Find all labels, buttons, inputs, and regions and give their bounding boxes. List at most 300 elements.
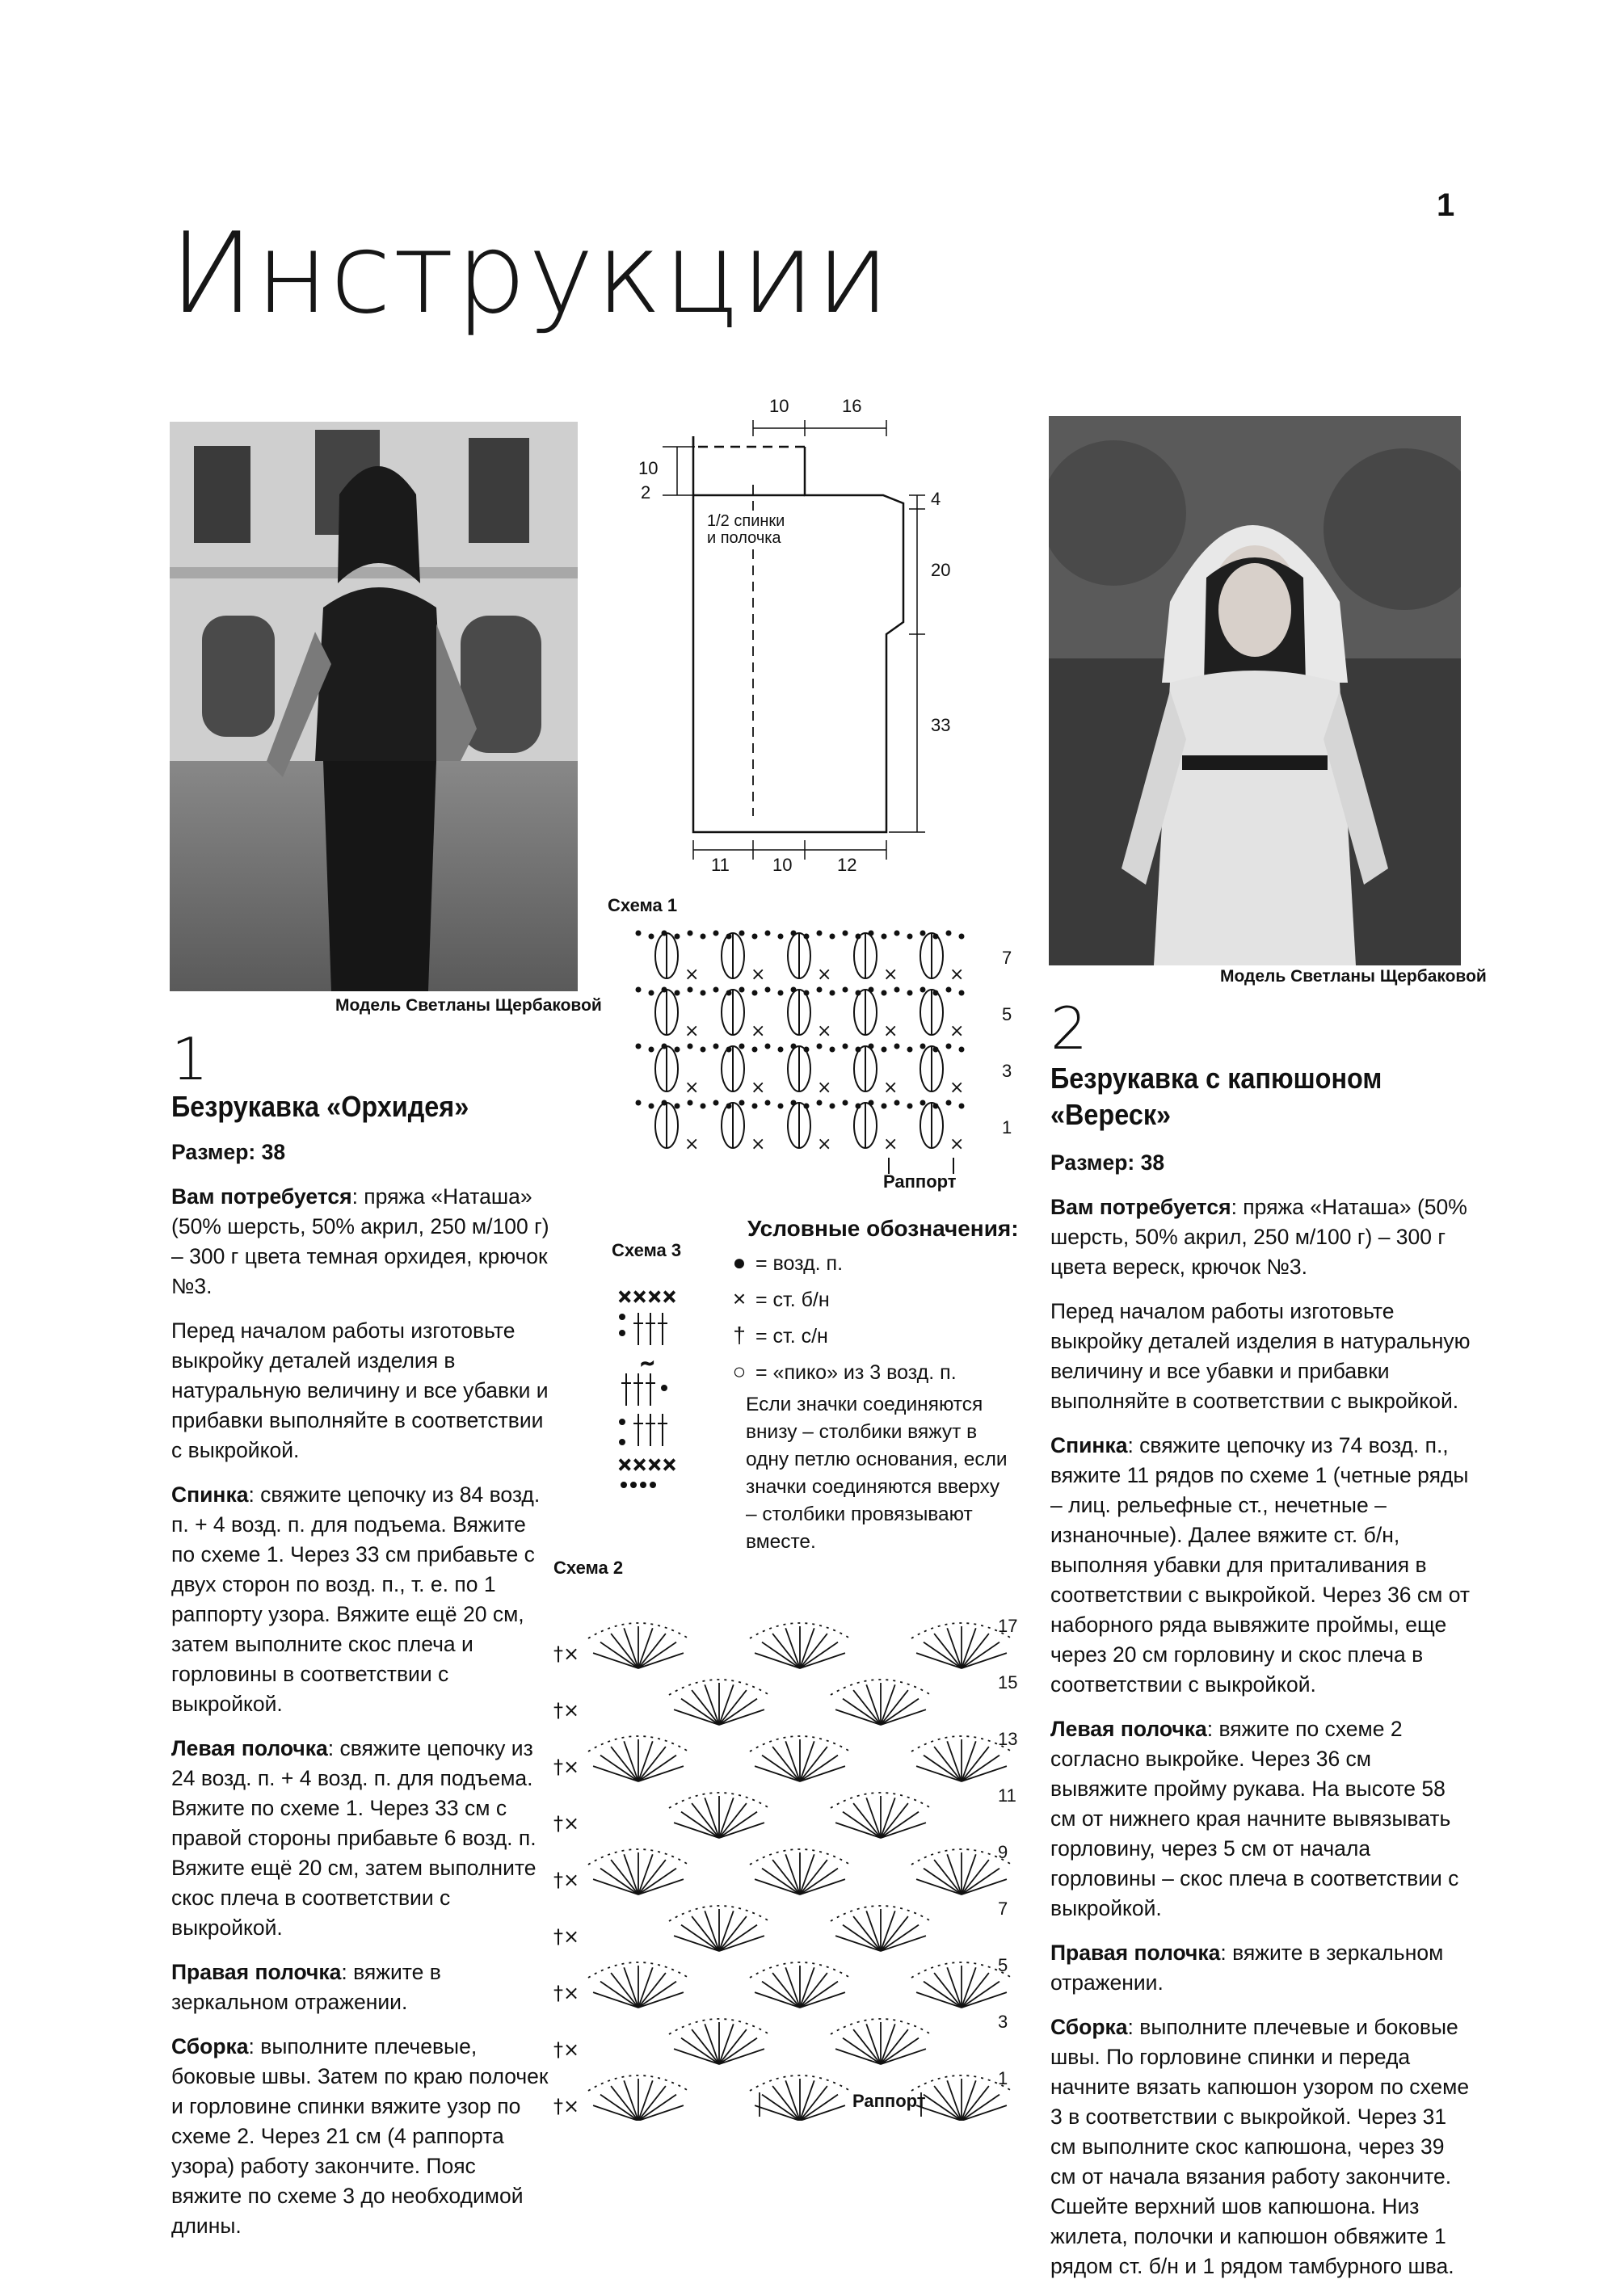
legend-item-dc: † = ст. с/н [723, 1321, 998, 1351]
scheme-1-mark [675, 935, 680, 939]
picot-symbol-icon: ○ [732, 1359, 747, 1384]
scheme-1-mark [727, 1104, 731, 1108]
scheme-2-mark [624, 1854, 638, 1894]
legend-title: Условные обозначения: [747, 1216, 1019, 1241]
scheme-2-mark [719, 1812, 757, 1838]
paragraph-lead: Сборка [1050, 2015, 1128, 2039]
scheme-1-mark [934, 1048, 938, 1052]
scheme-1-mark [779, 1048, 783, 1052]
model-2-paragraphs [1050, 1192, 1471, 2281]
legend-list [723, 1248, 998, 1387]
pattern-dim-left-1: 10 [638, 458, 659, 478]
paragraph-lead: Сборка [171, 2034, 249, 2058]
scheme-2-row-label: 7 [998, 1899, 1008, 1919]
scheme-2-mark [866, 2024, 881, 2064]
scheme-1-mark [882, 1104, 886, 1108]
scheme-2-mark [638, 1642, 676, 1668]
scheme-2-mark [638, 1967, 653, 2008]
scheme-1-mark [818, 931, 822, 936]
scheme-2-mark [600, 2095, 638, 2121]
paragraph-text: : пряжа «Наташа» (50% шерсть, 50% акрил, 250 м/100 г) – 300 г цвета темная орхидея, крючок №3. [171, 1184, 549, 1298]
scheme-1-mark [792, 1101, 796, 1105]
scheme-1-mark [934, 991, 938, 995]
scheme-1-mark [856, 935, 861, 939]
paragraph-lead: Вам потребуется [171, 1184, 352, 1209]
scheme-2-mark [962, 2095, 999, 2121]
scheme-1-mark [882, 1048, 886, 1052]
scheme-1-mark [714, 1045, 718, 1049]
scheme-2-mark [705, 1798, 719, 1838]
model-2-photo [1049, 416, 1461, 965]
scheme-1-mark [831, 991, 835, 995]
pattern-dim-bottom-2: 10 [772, 855, 793, 873]
scheme-2-mark [600, 1869, 638, 1894]
scheme-1-mark [688, 1045, 692, 1049]
paragraph-text: : выполните плечевые, боковые швы. Затем по краю полочек и горловине спинки вяжите узор по схеме 2. Через 21 см (4 раппорта узора) работу закончите. Пояс вяжите по схеме 3 до необходимой длины. [171, 2034, 549, 2238]
scheme-1-mark [831, 1048, 835, 1052]
scheme-2-mark [624, 1628, 638, 1668]
scheme-1-mark [779, 935, 783, 939]
paragraph [171, 1182, 551, 1301]
scheme-1-mark: × [883, 1021, 898, 1041]
scheme-2-mark [638, 1741, 653, 1781]
scheme-1-mark [663, 988, 667, 992]
scheme-2-mark [600, 1756, 638, 1781]
scheme-1-mark [947, 1101, 951, 1105]
paragraph-text: : выполните плечевые и боковые швы. По горловине спинки и переда начните вязать капюшон узором по схеме 3 в соответствии с выкройкой. Через 31 см выполните скос капюшона, через 39 см от начала вязания работу закончите. Сшейте верхний шов капюшона. Низ жилета, полочки и капюшон обвяжите 1 рядом ст. б/н и 1 рядом тамбурного шва. [1050, 2015, 1470, 2278]
scheme-1-mark [766, 988, 770, 992]
svg-text:××××: ×××× [617, 1455, 677, 1475]
scheme-2-mark [638, 1628, 653, 1668]
paragraph [171, 1957, 551, 2017]
scheme-1-mark [753, 1104, 757, 1108]
scheme-2-mark [881, 1699, 919, 1725]
scheme-1-mark [947, 988, 951, 992]
scheme-1-row-label: 5 [1002, 1004, 1012, 1024]
scheme-2-mark: †× [553, 1812, 580, 1835]
scheme-1-mark [766, 1045, 770, 1049]
paragraph [1050, 1192, 1471, 1282]
scheme-2-mark [762, 2095, 800, 2121]
scheme-1-mark [675, 991, 680, 995]
scheme-1-mark [856, 991, 861, 995]
scheme-1-mark: × [883, 965, 898, 985]
scheme-1-mark [831, 1104, 835, 1108]
scheme-2-label: Схема 2 [553, 1558, 624, 1578]
scheme-1-mark [688, 988, 692, 992]
scheme-2-mark [638, 1854, 653, 1894]
scheme-1-mark [805, 1048, 809, 1052]
scheme-2-mark [600, 1982, 638, 2008]
paragraph-lead: Спинка [171, 1482, 249, 1507]
scheme-2-row-label: 11 [998, 1785, 1016, 1806]
scheme-1-mark [688, 1101, 692, 1105]
model-2-size: Размер: 38 [1050, 1150, 1165, 1175]
scheme-1-mark [792, 931, 796, 936]
scheme-1-mark [908, 1048, 912, 1052]
scheme-2-mark [962, 1628, 976, 1668]
scheme-1-mark [921, 1101, 925, 1105]
scheme-2-row-label: 17 [998, 1616, 1018, 1636]
scheme-1-mark [908, 1104, 912, 1108]
scheme-2-mark [762, 1756, 800, 1781]
paragraph-text: : вяжите в зеркальном отражении. [171, 1960, 441, 2014]
scheme-1-mark [663, 1101, 667, 1105]
scheme-1-mark: × [751, 1078, 766, 1098]
pattern-piece-label: 1/2 спинки и полочка [707, 513, 788, 547]
scheme-2-mark [924, 1869, 962, 1894]
scheme-1-mark: × [751, 1134, 766, 1154]
scheme-1-mark [701, 1104, 705, 1108]
scheme-1-mark [637, 1045, 641, 1049]
legend-item-sc: × = ст. б/н [723, 1285, 998, 1314]
svg-text:××××: ×××× [617, 1287, 677, 1307]
scheme-2-mark [719, 1925, 757, 1951]
scheme-1-mark [792, 1045, 796, 1049]
scheme-1-mark: × [949, 1021, 965, 1041]
scheme-1-mark [650, 935, 654, 939]
scheme-1-mark [856, 1104, 861, 1108]
scheme-1-mark: × [817, 1134, 832, 1154]
scheme-1-mark: × [684, 965, 700, 985]
scheme-1-mark [637, 988, 641, 992]
scheme-2-mark [881, 2024, 895, 2064]
page-title: Инструкции [170, 208, 891, 339]
scheme-1-mark [844, 1045, 848, 1049]
paragraph-text: Перед началом работы изготовьте выкройку деталей изделия в натуральную величину и все убавки и прибавки выполняйте в соответствии с выкройкой. [171, 1318, 549, 1462]
paragraph [171, 1734, 551, 1943]
scheme-2-mark [785, 1854, 800, 1894]
scheme-2-mark: †× [553, 1756, 580, 1778]
scheme-2-mark [785, 1967, 800, 2008]
paragraph-text: : пряжа «Наташа» (50% шерсть, 50% акрил, 250 м/100 г) – 300 г цвета вереск, крючок №3. [1050, 1195, 1467, 1279]
scheme-1-mark [714, 988, 718, 992]
scheme-1-mark [869, 988, 873, 992]
pattern-dim-bottom-3: 12 [837, 855, 857, 873]
scheme-1-mark [766, 931, 770, 936]
scheme-2-mark [843, 1699, 881, 1725]
scheme-2-mark [962, 1741, 976, 1781]
scheme-2-row-label: 1 [998, 2068, 1008, 2088]
scheme-2-mark [800, 1741, 814, 1781]
scheme-2-mark [719, 1684, 734, 1725]
scheme-2-mark [638, 2080, 653, 2121]
paragraph [1050, 1297, 1471, 1416]
scheme-2-mark [962, 1869, 999, 1894]
scheme-1-mark: × [751, 965, 766, 985]
scheme-2-mark [962, 1854, 976, 1894]
paragraph-lead: Левая полочка [1050, 1717, 1207, 1741]
scheme-2-mark [962, 1967, 976, 2008]
scheme-1-mark [675, 1104, 680, 1108]
scheme-1-mark: × [949, 965, 965, 985]
scheme-1-mark [701, 991, 705, 995]
scheme-1-mark [895, 988, 899, 992]
scheme-1-mark [869, 1101, 873, 1105]
scheme-2-mark [800, 1869, 838, 1894]
paragraph-text: : свяжите цепочку из 84 возд. п. + 4 возд. п. для подъема. Вяжите по схеме 1. Через 33 см прибавьте с двух сторон по возд. п., т. е. по 1 раппорту узора. Вяжите ещё 20 см, затем выполните скос плеча и горловины в соответствии с выкройкой. [171, 1482, 541, 1716]
model-2-credit: Модель Светланы Щербаковой [1220, 967, 1487, 986]
single-crochet-symbol-icon: × [732, 1286, 747, 1311]
scheme-2-mark [624, 1967, 638, 2008]
scheme-2-mark [881, 1798, 895, 1838]
scheme-2-mark [962, 1642, 999, 1668]
scheme-1-mark [921, 1045, 925, 1049]
page-number: 1 [1437, 187, 1455, 223]
scheme-2-row-label: 9 [998, 1842, 1008, 1862]
model-1-photo [170, 422, 578, 991]
model-2-text [1050, 1148, 1471, 2296]
scheme-2-mark [800, 2095, 838, 2121]
scheme-1-mark [779, 991, 783, 995]
scheme-1-mark [701, 935, 705, 939]
scheme-2-mark [705, 1684, 719, 1725]
scheme-2-mark [881, 1684, 895, 1725]
scheme-1-mark [792, 988, 796, 992]
scheme-1-mark [947, 1045, 951, 1049]
paragraph [1050, 1714, 1471, 1924]
scheme-1-mark: × [817, 1021, 832, 1041]
model-1-text [171, 1137, 551, 2256]
scheme-1-mark [663, 931, 667, 936]
scheme-2-mark [866, 1911, 881, 1951]
model-2-title: Безрукавка с капюшоном «Вереск» [1050, 1062, 1382, 1131]
scheme-1-mark [844, 1101, 848, 1105]
scheme-2-mark [624, 1741, 638, 1781]
scheme-1-row-label: 1 [1002, 1117, 1012, 1137]
scheme-1-mark [727, 1048, 731, 1052]
scheme-2-mark [881, 1925, 919, 1951]
scheme-1-mark [818, 1045, 822, 1049]
scheme-2-mark [719, 1699, 757, 1725]
scheme-1-mark: × [883, 1078, 898, 1098]
legend-item-chain: ● = возд. п. [723, 1248, 998, 1278]
scheme-2-mark [800, 1628, 814, 1668]
scheme-2-row-label: 5 [998, 1955, 1008, 1975]
scheme-1-mark [908, 935, 912, 939]
scheme-2-mark [947, 1854, 962, 1894]
scheme-2-mark [600, 1642, 638, 1668]
paragraph [171, 2032, 551, 2241]
scheme-2-mark [947, 1967, 962, 2008]
scheme-1-mark [908, 991, 912, 995]
paragraph [1050, 1431, 1471, 1700]
scheme-1-label: Схема 1 [608, 895, 678, 915]
paragraph [1050, 2012, 1471, 2281]
scheme-1-mark [856, 1048, 861, 1052]
scheme-1-mark [960, 1048, 964, 1052]
scheme-2-mark [762, 1869, 800, 1894]
scheme-2-mark [881, 1911, 895, 1951]
scheme-2-row-label: 13 [998, 1729, 1018, 1749]
scheme-1-mark [831, 935, 835, 939]
paragraph-text: : вяжите в зеркальном отражении. [1050, 1941, 1444, 1995]
scheme-2-mark [638, 1982, 676, 2008]
scheme-2-mark [924, 2095, 962, 2121]
scheme-1-mark [960, 991, 964, 995]
scheme-1-mark [701, 1048, 705, 1052]
scheme-1-mark: × [817, 1078, 832, 1098]
scheme-2-mark [762, 1982, 800, 2008]
scheme-2-mark [638, 1869, 676, 1894]
scheme-1-mark [740, 988, 744, 992]
paragraph-lead: Правая полочка [1050, 1941, 1221, 1965]
scheme-1-mark [727, 935, 731, 939]
paragraph-text: : свяжите цепочку из 24 возд. п. + 4 возд. п. для подъема. Вяжите по схеме 1. Через 33 см с правой стороны прибавьте 6 возд. п. Вяжите ещё 20 см, затем выполните скос плеча в соответствии с выкройкой. [171, 1736, 537, 1940]
scheme-1-mark [818, 988, 822, 992]
scheme-1-mark: × [684, 1078, 700, 1098]
scheme-1-mark [895, 1101, 899, 1105]
paragraph-text: : свяжите цепочку из 74 возд. п., вяжите 11 рядов по схеме 1 (четные ряды – лиц. рельефные ст., нечетные – изнаночные). Далее вяжите ст. б/н, выполняя убавки для приталивания в соответствии с выкройкой. Через 36 см от наборного ряда вывяжите проймы, еще через 20 см горловину и скос плеча в соответствии с выкройкой. [1050, 1433, 1471, 1697]
scheme-2-mark [947, 2080, 962, 2121]
paragraph [171, 1480, 551, 1719]
scheme-1-mark [882, 935, 886, 939]
scheme-1-mark: × [751, 1021, 766, 1041]
scheme-1-mark [650, 1104, 654, 1108]
scheme-1-mark [947, 931, 951, 936]
scheme-1-mark [895, 1045, 899, 1049]
scheme-2-mark [638, 1756, 676, 1781]
paragraph-text: Перед началом работы изготовьте выкройку деталей изделия в натуральную величину и все убавки и прибавки выполняйте в соответствии с выкройкой. [1050, 1299, 1471, 1413]
scheme-2-mark [947, 1741, 962, 1781]
scheme-2-mark [705, 1911, 719, 1951]
scheme-1-mark [805, 1104, 809, 1108]
scheme-1-mark [934, 1104, 938, 1108]
pattern-dim-right-1: 4 [931, 489, 941, 509]
scheme-2-mark: †× [553, 1925, 580, 1948]
scheme-2-mark [962, 1982, 999, 2008]
scheme-2-mark [762, 1642, 800, 1668]
scheme-2-mark [962, 2080, 976, 2121]
scheme-2-mark: †× [553, 1642, 580, 1665]
scheme-2-repeat: Раппорт [852, 2091, 926, 2111]
scheme-2-mark [705, 2024, 719, 2064]
scheme-2-mark [866, 1684, 881, 1725]
scheme-1-mark [882, 991, 886, 995]
scheme-2-mark [719, 1798, 734, 1838]
scheme-2-mark [719, 2024, 734, 2064]
scheme-1-mark [740, 1045, 744, 1049]
scheme-2-mark: †× [553, 1982, 580, 2004]
scheme-2-mark [785, 1741, 800, 1781]
scheme-1-mark [869, 931, 873, 936]
scheme-1-mark [844, 988, 848, 992]
scheme-1-mark [869, 1045, 873, 1049]
scheme-2-chart [549, 1596, 1034, 2121]
scheme-2-mark [843, 1925, 881, 1951]
scheme-1-mark [921, 988, 925, 992]
scheme-1-mark [921, 931, 925, 936]
scheme-1-mark: × [684, 1021, 700, 1041]
scheme-1-mark [805, 991, 809, 995]
scheme-2-mark [800, 1982, 838, 2008]
scheme-1-mark [637, 931, 641, 936]
scheme-2-mark [924, 1982, 962, 2008]
scheme-1-mark [740, 1101, 744, 1105]
scheme-2-mark [681, 1925, 719, 1951]
scheme-2-mark [785, 1628, 800, 1668]
scheme-2-mark [800, 1642, 838, 1668]
model-1-number: 1 [171, 1025, 208, 1093]
pattern-dim-bottom-1: 11 [711, 855, 730, 873]
scheme-2-mark [924, 1756, 962, 1781]
scheme-1-mark: × [684, 1134, 700, 1154]
pattern-dim-top-1: 10 [769, 396, 789, 416]
scheme-2-mark: †× [553, 1869, 580, 1891]
scheme-1-mark [818, 1101, 822, 1105]
scheme-1-mark [895, 931, 899, 936]
scheme-1-mark [753, 1048, 757, 1052]
paragraph-text: : вяжите по схеме 2 согласно выкройке. Через 36 см вывяжите пройму рукава. На высоте 58 см от нижнего края начните вывязывать горловину, через 5 см от начала горловины – скос плеча в соответствии с выкройкой. [1050, 1717, 1459, 1920]
scheme-2-mark [681, 1699, 719, 1725]
scheme-1-mark: × [949, 1078, 965, 1098]
pattern-diagram [614, 388, 994, 873]
paragraph-lead: Спинка [1050, 1433, 1128, 1457]
paragraph-lead: Левая полочка [171, 1736, 328, 1760]
scheme-2-row-label: 3 [998, 2012, 1008, 2032]
legend-item-picot: ○ = «пико» из 3 возд. п. [723, 1357, 998, 1387]
paragraph [171, 1316, 551, 1465]
chain-symbol-icon: ● [732, 1250, 747, 1275]
scheme-1-mark [714, 931, 718, 936]
scheme-1-mark [766, 1101, 770, 1105]
scheme-2-mark [800, 1756, 838, 1781]
scheme-2-mark [962, 1756, 999, 1781]
scheme-2-mark [800, 2080, 814, 2121]
pattern-dim-right-2: 20 [931, 560, 951, 580]
scheme-2-mark [881, 1812, 919, 1838]
scheme-2-mark [785, 2080, 800, 2121]
scheme-2-mark [947, 1628, 962, 1668]
scheme-1-mark [688, 931, 692, 936]
pattern-dim-right-3: 33 [931, 715, 951, 735]
scheme-1-mark [960, 935, 964, 939]
scheme-1-row-label: 3 [1002, 1061, 1012, 1081]
scheme-2-mark [719, 1911, 734, 1951]
scheme-2-mark [800, 1967, 814, 2008]
scheme-2-mark [681, 2038, 719, 2064]
scheme-1-mark [805, 935, 809, 939]
model-1-size: Размер: 38 [171, 1140, 286, 1164]
scheme-2-row-label: 15 [998, 1672, 1018, 1693]
model-1-credit: Модель Светланы Щербаковой [335, 996, 602, 1015]
scheme-2-mark [624, 2080, 638, 2121]
scheme-1-row-label: 7 [1002, 948, 1012, 968]
scheme-2-mark [638, 2095, 676, 2121]
pattern-dim-top-2: 16 [842, 396, 862, 416]
scheme-1-mark [960, 1104, 964, 1108]
scheme-2-mark [881, 2038, 919, 2064]
model-2-number: 2 [1050, 995, 1088, 1062]
scheme-1-mark [753, 935, 757, 939]
scheme-2-mark [719, 2038, 757, 2064]
scheme-2-mark: †× [553, 1699, 580, 1722]
scheme-1-repeat: Раппорт [883, 1171, 957, 1192]
model-1-paragraphs [171, 1182, 551, 2241]
svg-text:~: ~ [640, 1354, 655, 1374]
scheme-1-mark: × [883, 1134, 898, 1154]
scheme-2-mark: †× [553, 2038, 580, 2061]
scheme-1-mark [714, 1101, 718, 1105]
scheme-2-mark [924, 1642, 962, 1668]
scheme-2-mark [800, 1854, 814, 1894]
scheme-1-mark [740, 931, 744, 936]
legend-note: Если значки соединяются внизу – столбики вяжут в одну петлю основания, если значки соединяются вверху – столбики провязывают вместе. [746, 1394, 1008, 1553]
scheme-1-mark [650, 991, 654, 995]
paragraph-lead: Правая полочка [171, 1960, 342, 1984]
scheme-2-mark [843, 1812, 881, 1838]
scheme-1-mark [934, 935, 938, 939]
